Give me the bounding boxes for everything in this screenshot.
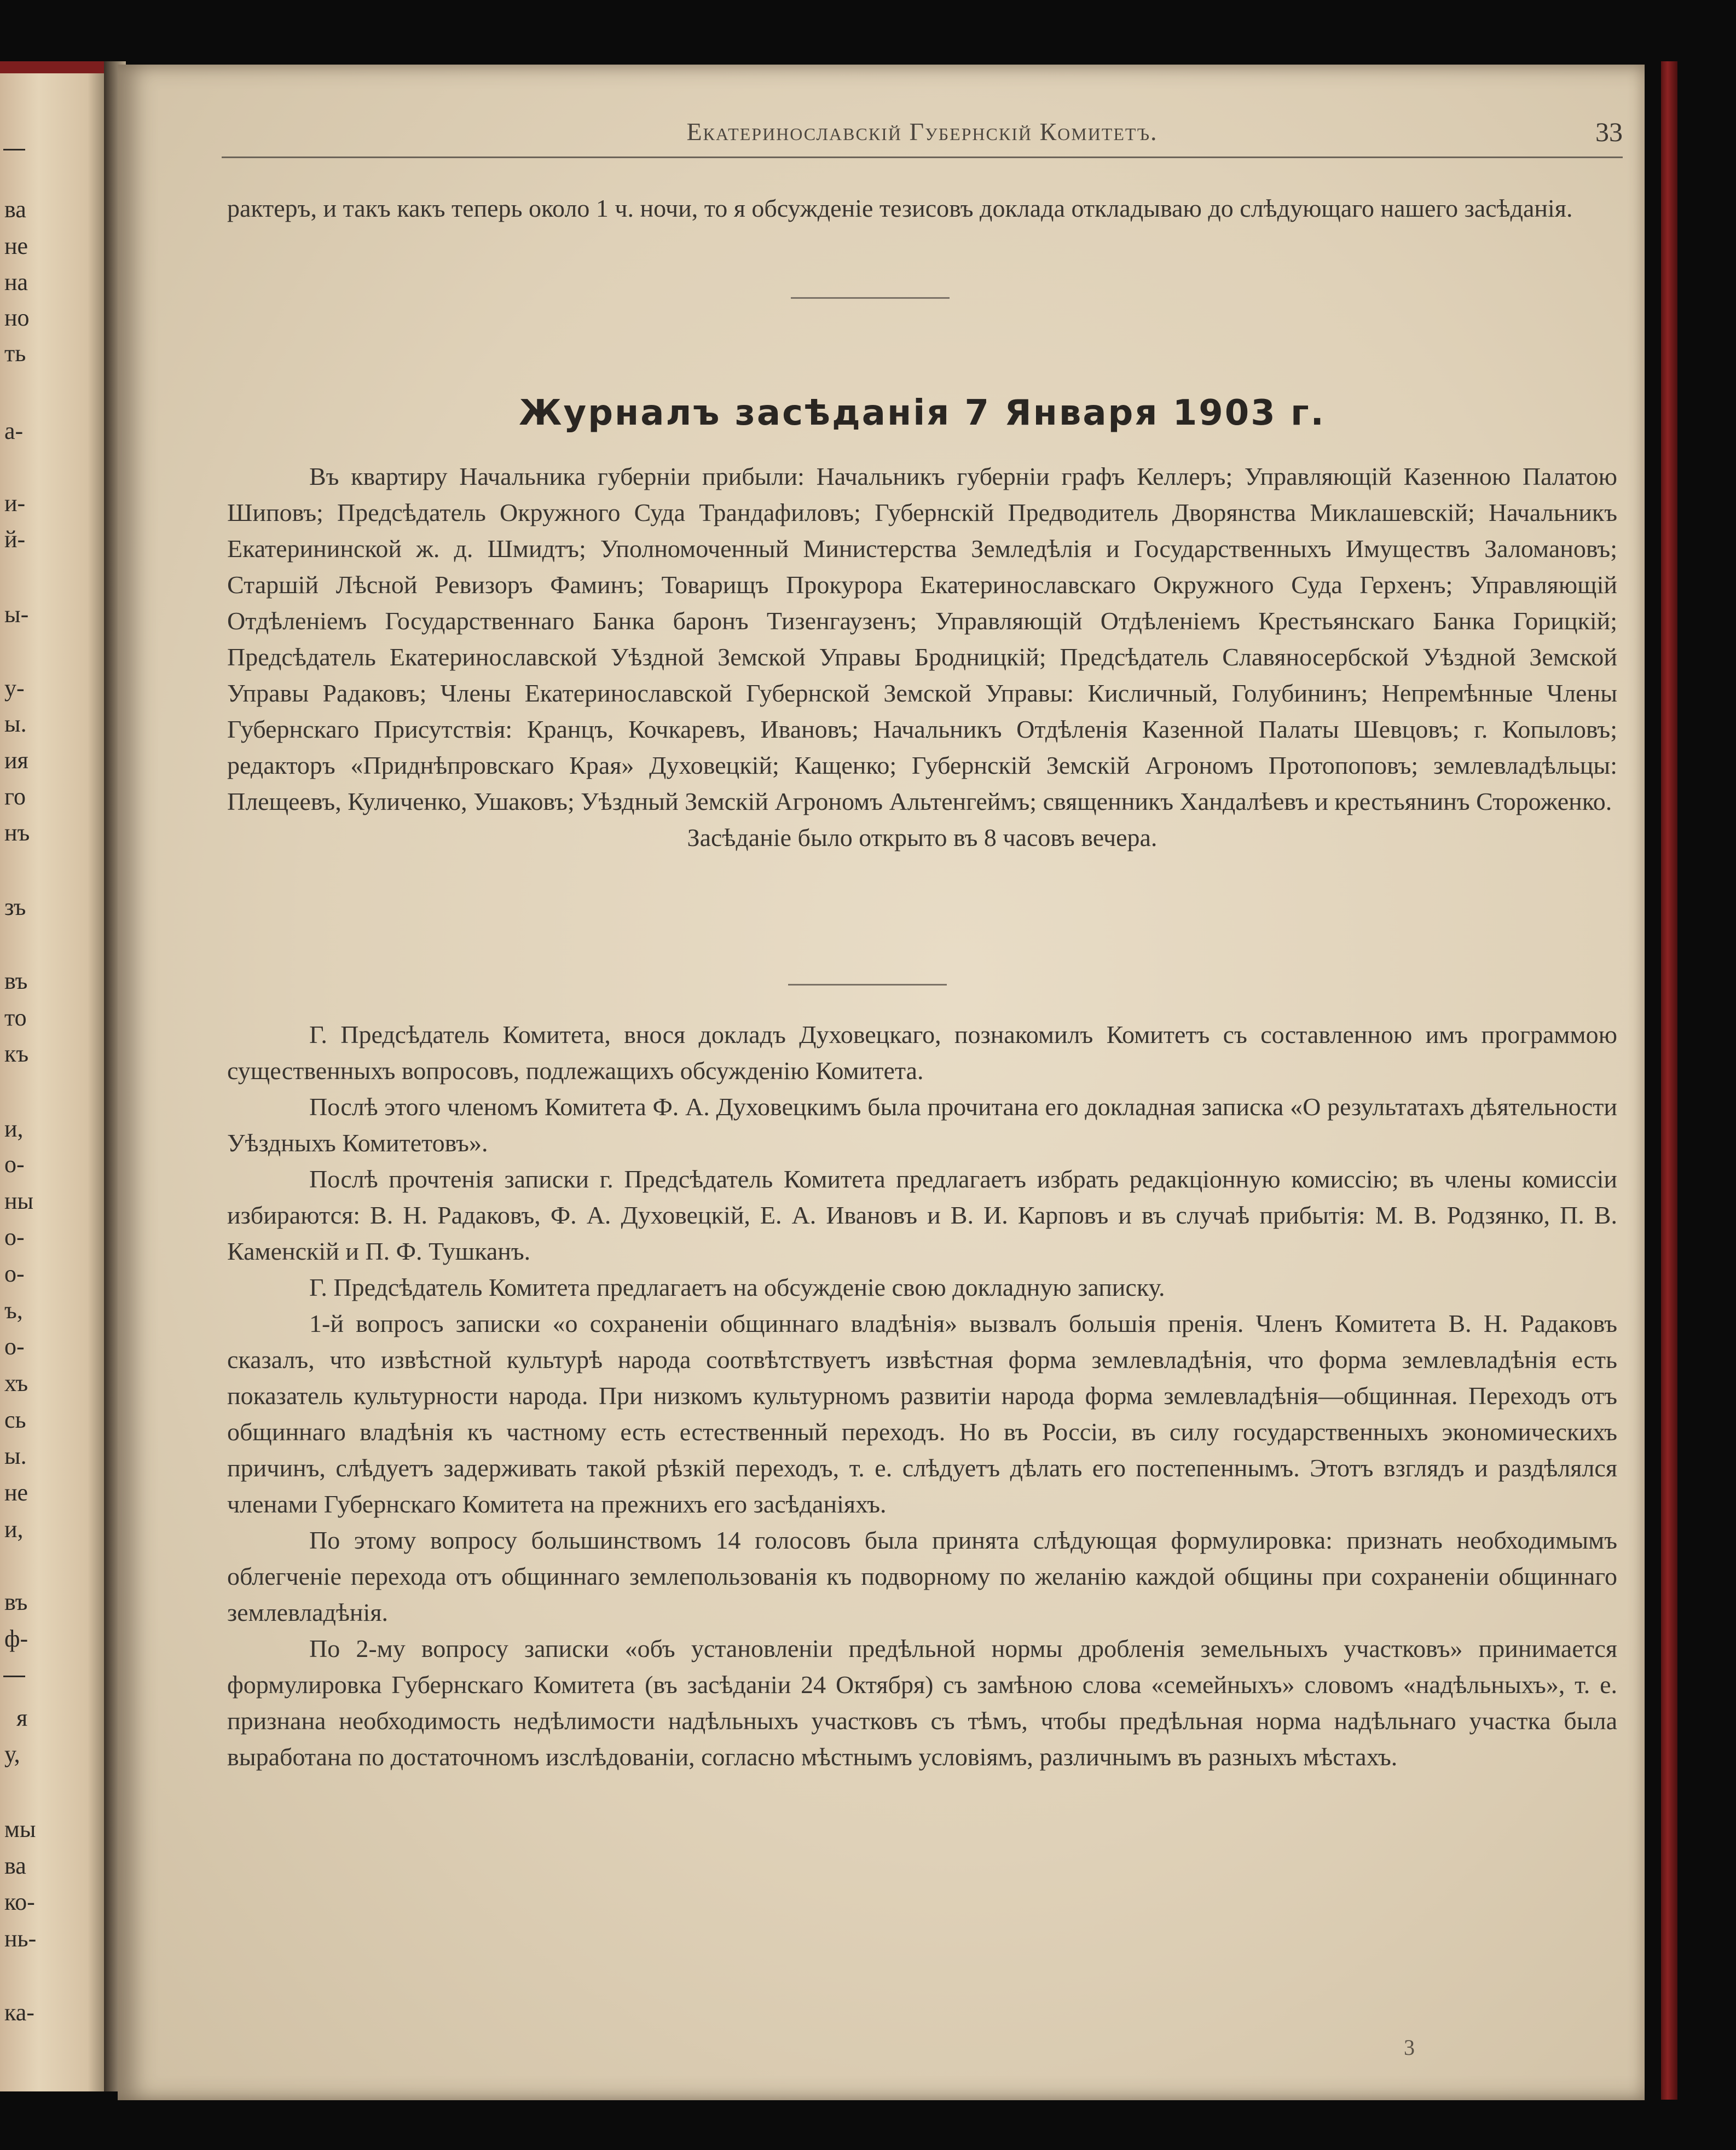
facing-page-fragment: не	[4, 1479, 28, 1506]
facing-page-fragment: у-	[4, 675, 25, 702]
facing-page-fragment: о-	[4, 1260, 25, 1287]
body-paragraph: По этому вопросу большинствомъ 14 голосовъ была принята слѣдующая формулировка: признать необходимымъ облегченіе перехода отъ общиннаго землепользованія къ подворному по желанію каждой общины при сохраненіи общиннаго землевладѣнія.	[227, 1526, 1617, 1626]
body-paragraph: Послѣ этого членомъ Комитета Ф. А. Духовецкимъ была прочитана его докладная записка «О результатахъ дѣятельности Уѣздныхъ Комитетовъ».	[227, 1093, 1617, 1157]
facing-page-fragment: ия	[4, 747, 28, 774]
facing-page-fragment: ы.	[4, 710, 27, 737]
facing-page-fragment: но	[4, 304, 30, 331]
facing-page-fragment: го	[4, 783, 26, 810]
facing-page-fragment: нь-	[4, 1925, 37, 1952]
facing-page-fragment: ъ,	[4, 1297, 23, 1324]
facing-page-fragment: у,	[4, 1741, 20, 1767]
facing-page-fragment: а-	[4, 418, 24, 444]
facing-page-fragment: ны	[4, 1187, 34, 1214]
intro-block	[227, 190, 1617, 227]
body-paragraph: По 2-му вопросу записки «объ установленіи предѣльной нормы дробленія земельныхъ участковъ» принимается формулировка Губернскаго Комитета (въ засѣданіи 24 Октября) съ замѣною слова «семейныхъ» словомъ «надѣльныхъ», т. е. признана необходимость недѣлимости надѣльныхъ участковъ съ тѣмъ, чтобы предѣльная норма надѣльнаго участка была выработана по достаточномъ изслѣдованіи, согласно мѣстнымъ условіямъ, различнымъ въ разныхъ мѣстахъ.	[227, 1635, 1617, 1771]
facing-page-fragment: ть	[4, 340, 26, 367]
facing-page-fragment: нъ	[4, 819, 30, 846]
facing-page-fragment: ф-	[4, 1625, 28, 1652]
body-paragraph: Г. Предсѣдатель Комитета, внося докладъ Духовецкаго, познакомилъ Комитетъ съ составленною имъ программою существенныхъ вопросовъ, подлежащихъ обсужденію Комитета.	[227, 1021, 1617, 1085]
facing-page-fragment: й-	[4, 526, 26, 553]
opening-line: Засѣданіе было открыто въ 8 часовъ вечера.	[687, 824, 1158, 851]
minutes-body	[227, 1017, 1617, 1775]
facing-page	[0, 61, 109, 2091]
facing-page-fragment: и,	[4, 1516, 24, 1543]
facing-page-fragment: мы	[4, 1816, 36, 1842]
facing-page-fragment: въ	[4, 967, 28, 994]
facing-page-fragment: къ	[4, 1040, 29, 1067]
journal-title: Журналъ засѣданія 7 Января 1903 г.	[519, 393, 1326, 433]
facing-page-fragment: ва	[4, 196, 26, 223]
section-separator	[788, 984, 947, 986]
facing-page-fragment: не	[4, 233, 28, 259]
facing-page-fragment: сь	[4, 1406, 26, 1433]
book-edge	[1661, 61, 1677, 2100]
facing-page-fragment: ва	[4, 1852, 26, 1879]
facing-page-fragment: хъ	[4, 1370, 28, 1396]
facing-page-fragment: я	[16, 1705, 28, 1731]
facing-page-fragment: о-	[4, 1333, 25, 1360]
facing-page-fragment: на	[4, 269, 28, 295]
attendance-block	[227, 459, 1617, 856]
body-paragraph: 1-й вопросъ записки «о сохраненіи общиннаго владѣнія» вызвалъ большія пренія. Членъ Комитета В. Н. Радаковъ сказалъ, что извѣстной культурѣ народа соотвѣтствуетъ извѣстная форма землевладѣнія, что форма землевладѣнія есть показатель культурности народа. При низкомъ культурномъ развитіи народа форма землевладѣнія—общинная. Переходъ отъ общиннаго владѣнія къ частному есть естественный переходъ. Но въ Россіи, въ силу государственныхъ экономическихъ причинъ, слѣдуетъ задерживать такой рѣзкій переходъ, т. е. слѣдуетъ дѣлать его постепеннымъ. Этотъ взглядъ и раздѣлялся членами Губернскаго Комитета на прежнихъ его засѣданіяхъ.	[227, 1309, 1617, 1518]
signature-mark: 3	[1404, 2035, 1415, 2060]
facing-page-edge	[0, 61, 109, 73]
page-number: 33	[1595, 117, 1623, 147]
facing-page-fragment: ы.	[4, 1442, 27, 1469]
intro-paragraph: рактеръ, и такъ какъ теперь около 1 ч. ночи, то я обсужденіе тезисовъ доклада откладываю до слѣдующаго нашего засѣданія.	[227, 194, 1573, 222]
page-header	[222, 113, 1623, 158]
facing-page-fragment: о-	[4, 1224, 25, 1250]
facing-page-fragment: зъ	[4, 894, 26, 920]
facing-page-fragment: ка-	[4, 1999, 34, 2026]
facing-page-rule	[3, 149, 25, 150]
facing-page-fragment: и,	[4, 1115, 24, 1142]
body-paragraph: Г. Предсѣдатель Комитета предлагаетъ на обсужденіе свою докладную записку.	[309, 1273, 1165, 1301]
facing-page-fragment: и-	[4, 490, 26, 517]
facing-page-rule	[3, 1676, 25, 1677]
facing-page-fragment: въ	[4, 1589, 28, 1615]
facing-page-fragment: то	[4, 1004, 27, 1031]
body-paragraph: Послѣ прочтенія записки г. Предсѣдатель Комитета предлагаетъ избрать редакціонную комиссію; въ члены комиссіи избираются: В. Н. Радаковъ, Ф. А. Духовецкій, Е. А. Ивановъ и В. И. Карповъ и въ случаѣ прибытія: М. В. Родзянко, П. В. Каменскій и П. Ф. Тушканъ.	[227, 1165, 1617, 1265]
facing-page-fragment: ы-	[4, 601, 29, 628]
attendance-paragraph: Въ квартиру Начальника губерніи прибыли: Начальникъ губерніи графъ Келлеръ; Управляющій Казенною Палатою Шиповъ; Предсѣдатель Окружного Суда Трандафиловъ; Губернскій Предводитель Дворянства Миклашевскій; Начальникъ Екатерининской ж. д. Шмидтъ; Уполномоченный Министерства Земледѣлія и Государственныхъ Имуществъ Заломановъ; Старшій Лѣсной Ревизоръ Фаминъ; Товарищъ Прокурора Екатеринославскаго Окружного Суда Герхенъ; Управляющій Отдѣленіемъ Государственнаго Банка баронъ Тизенгаузенъ; Управляющій Отдѣленіемъ Крестьянскаго Банка Горицкій; Предсѣдатель Екатеринославской Уѣздной Земской Управы Бродницкій; Предсѣдатель Славяносербской Уѣздной Земской Управы Радаковъ; Члены Екатеринославской Губернской Земской Управы: Кисличный, Голубининъ; Непремѣнные Члены Губернскаго Присутствія: Кранцъ, Кочкаревъ, Ивановъ; Начальникъ Отдѣленія Казенной Палаты Шевцовъ; г. Копыловъ; редакторъ «Приднѣпровскаго Края» Духовецкій; Кащенко; Губернскій Земскій Агрономъ Протопоповъ; землевладѣльцы: Плещеевъ, Куличенко, Ушаковъ; Уѣздный Земскій Агрономъ Альтенгеймъ; священникъ Хандалѣевъ и крестьянинъ Стороженко.	[227, 462, 1617, 815]
section-separator	[791, 297, 950, 299]
facing-page-fragment: ко-	[4, 1888, 35, 1915]
book-page	[118, 65, 1645, 2100]
running-title: Екатеринославскій Губернскій Комитетъ.	[686, 118, 1158, 146]
facing-page-fragment: о-	[4, 1151, 25, 1178]
